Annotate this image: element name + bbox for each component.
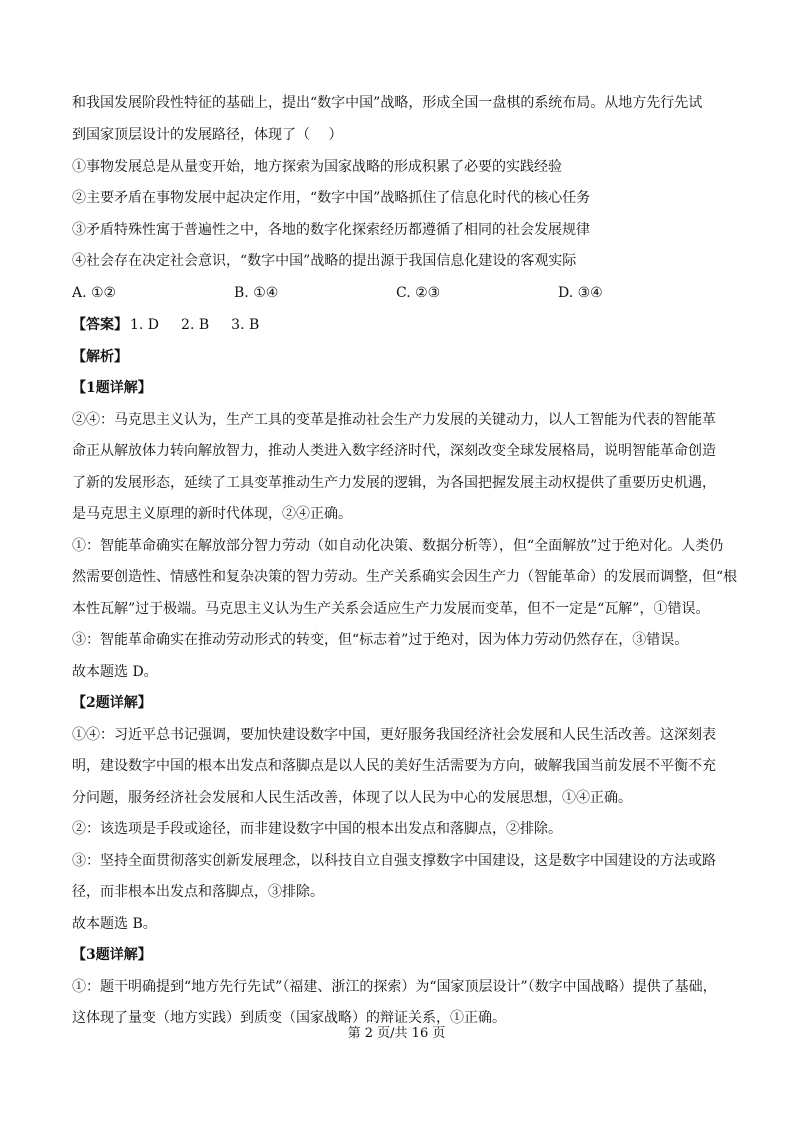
question-stem-line: 到国家顶层设计的发展路径，体现了（ ） xyxy=(72,127,343,143)
q1-paragraph-line: ③：智能革命确实在推动劳动形式的转变，但“标志着”过于绝对，因为体力劳动仍然存在，③错误。 xyxy=(72,632,689,648)
q1-paragraph-line: 命正从解放体力转向解放智力，推动人类进入数字经济时代，深刻改变全球发展格局，说明智能革命创造 xyxy=(72,443,716,459)
statement-1: ①事物发展总是从量变开始，地方探索为国家战略的形成积累了必要的实践经验 xyxy=(72,159,562,175)
answer-value: 2. B xyxy=(181,317,210,333)
statement-4: ④社会存在决定社会意识，“数字中国”战略的提出源于我国信息化建设的客观实际 xyxy=(72,253,577,269)
q2-conclusion: 故本题选 B。 xyxy=(72,916,157,932)
q2-paragraph-line: ①④：习近平总书记强调，要加快建设数字中国，更好服务我国经济社会发展和人民生活改善。这深刻表 xyxy=(72,727,716,743)
answer-value: 1. D xyxy=(130,317,160,333)
q1-paragraph-line: ②④：马克思主义认为，生产工具的变革是推动社会生产力发展的关键动力，以人工智能为代表的智能革 xyxy=(72,412,716,428)
q1-paragraph-line: ①：智能革命确实在解放部分智力劳动（如自动化决策、数据分析等），但“全面解放”过于绝对化。人类仍 xyxy=(72,538,724,554)
option-a: A. ①② xyxy=(72,285,117,301)
q1-paragraph-line: 了新的发展形态，延续了工具变革推动生产力发展的逻辑，为各国把握发展主动权提供了重要历史机遇， xyxy=(72,475,716,491)
option-c: C. ②③ xyxy=(396,285,441,301)
answer-value: 3. B xyxy=(231,317,260,333)
statement-3: ③矛盾特殊性寓于普遍性之中，各地的数字化探索经历都遵循了相同的社会发展规律 xyxy=(72,222,590,238)
answer-label: 【答案】 xyxy=(72,317,128,333)
option-d: D. ③④ xyxy=(558,285,603,301)
answer-key xyxy=(72,315,732,335)
q2-paragraph-line: ②：该选项是手段或途径，而非建设数字中国的根本出发点和落脚点，②排除。 xyxy=(72,821,562,837)
page-number: 第 2 页/共 16 页 xyxy=(347,1026,446,1041)
q1-paragraph-line: 是马克思主义原理的新时代体现，②④正确。 xyxy=(72,506,352,522)
q2-paragraph-line: 分问题，服务经济社会发展和人民生活改善，体现了以人民为中心的发展思想，①④正确。 xyxy=(72,790,632,806)
q1-paragraph-line: 然需要创造性、情感性和复杂决策的智力劳动。生产关系确实会因生产力（智能革命）的发展而调整，但“根 xyxy=(72,569,738,585)
q1-conclusion: 故本题选 D。 xyxy=(72,664,158,680)
q3-heading: 【3题详解】 xyxy=(72,947,152,963)
q2-paragraph-line: ③：坚持全面贯彻落实创新发展理念，以科技自立自强支撑数字中国建设，这是数字中国建设的方法或路 xyxy=(72,853,716,869)
q2-heading: 【2题详解】 xyxy=(72,695,152,711)
q2-paragraph-line: 明，建设数字中国的根本出发点和落脚点是以人民的美好生活需要为方向，破解我国当前发展不平衡不充 xyxy=(72,758,716,774)
question-stem-line: 和我国发展阶段性特征的基础上，提出“数字中国”战略，形成全国一盘棋的系统布局。从地方先行先试 xyxy=(72,95,703,111)
q2-paragraph-line: 径，而非根本出发点和落脚点，③排除。 xyxy=(72,884,324,900)
analysis-label: 【解析】 xyxy=(72,349,128,365)
q3-paragraph-line: 这体现了量变（地方实践）到质变（国家战略）的辩证关系，①正确。 xyxy=(72,1010,506,1026)
statement-2: ②主要矛盾在事物发展中起决定作用，“数字中国”战略抓住了信息化时代的核心任务 xyxy=(72,190,591,206)
q1-heading: 【1题详解】 xyxy=(72,380,152,396)
q3-paragraph-line: ①：题干明确提到“地方先行先试”（福建、浙江的探索）为“国家顶层设计”（数字中国战略）提供了基础， xyxy=(72,979,717,995)
q1-paragraph-line: 本性瓦解”过于极端。马克思主义认为生产关系会适应生产力发展而变革，但不一定是“瓦解”，①错误。 xyxy=(72,601,710,617)
option-b: B. ①④ xyxy=(234,285,279,301)
